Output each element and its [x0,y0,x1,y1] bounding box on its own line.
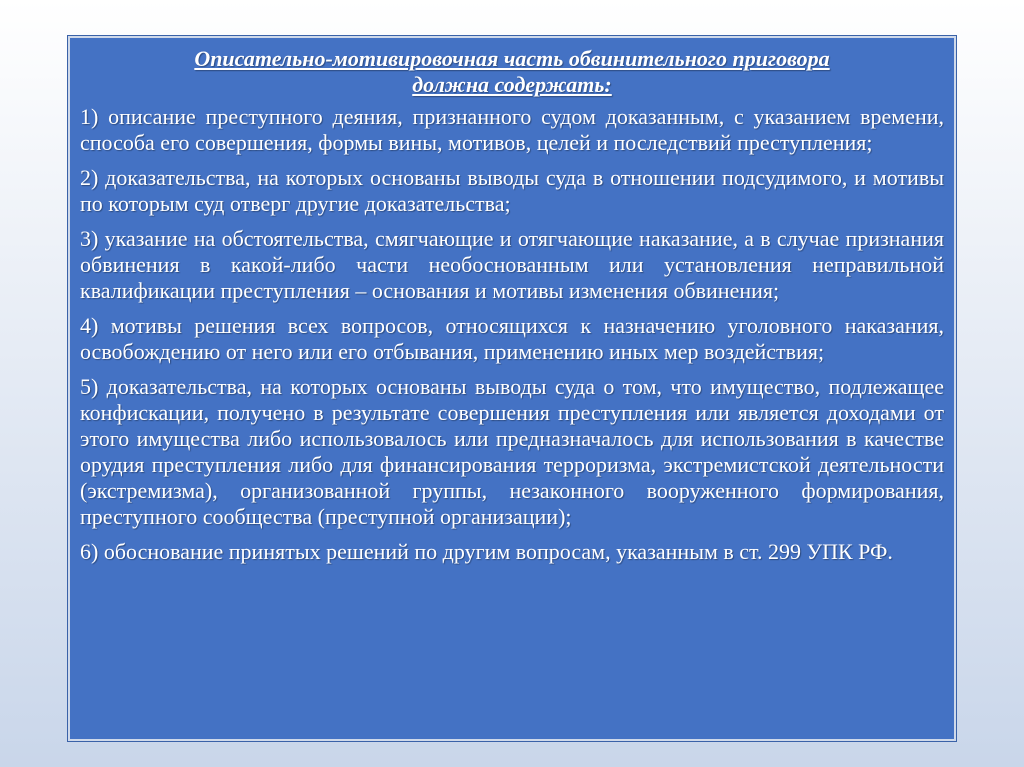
list-item: 2) доказательства, на которых основаны выводы суда в отношении подсудимого, и мотивы по которым суд отверг другие доказательства; [80,165,944,216]
requirements-list [80,104,944,565]
list-item: 3) указание на обстоятельства, смягчающие и отягчающие наказание, а в случае признания обвинения в какой-либо части необоснованным или установления неправильной квалификации преступления – основания и мотивы изменения обвинения; [80,226,944,303]
list-item: 1) описание преступного деяния, признанного судом доказанным, с указанием времени, способа его совершения, формы вины, мотивов, целей и последствий преступления; [80,104,944,155]
slide-title-line-2: должна содержать: [412,72,612,97]
slide-title [80,46,944,98]
list-item: 4) мотивы решения всех вопросов, относящихся к назначению уголовного наказания, освобождению от него или его отбывания, применению иных мер воздействия; [80,313,944,364]
list-item: 5) доказательства, на которых основаны выводы суда о том, что имущество, подлежащее конфискации, получено в результате совершения преступления или является доходами от этого имущества либо использовалось или предназначалось для использования в качестве орудия преступления либо для финансирования терроризма, экстремистской деятельности (экстремизма), организованной группы, незаконного вооруженного формирования, преступного сообщества (преступной организации); [80,374,944,529]
slide-title-line-1: Описательно-мотивировочная часть обвинительного приговора [194,46,830,71]
content-panel [68,36,956,741]
list-item: 6) обоснование принятых решений по другим вопросам, указанным в ст. 299 УПК РФ. [80,539,893,564]
